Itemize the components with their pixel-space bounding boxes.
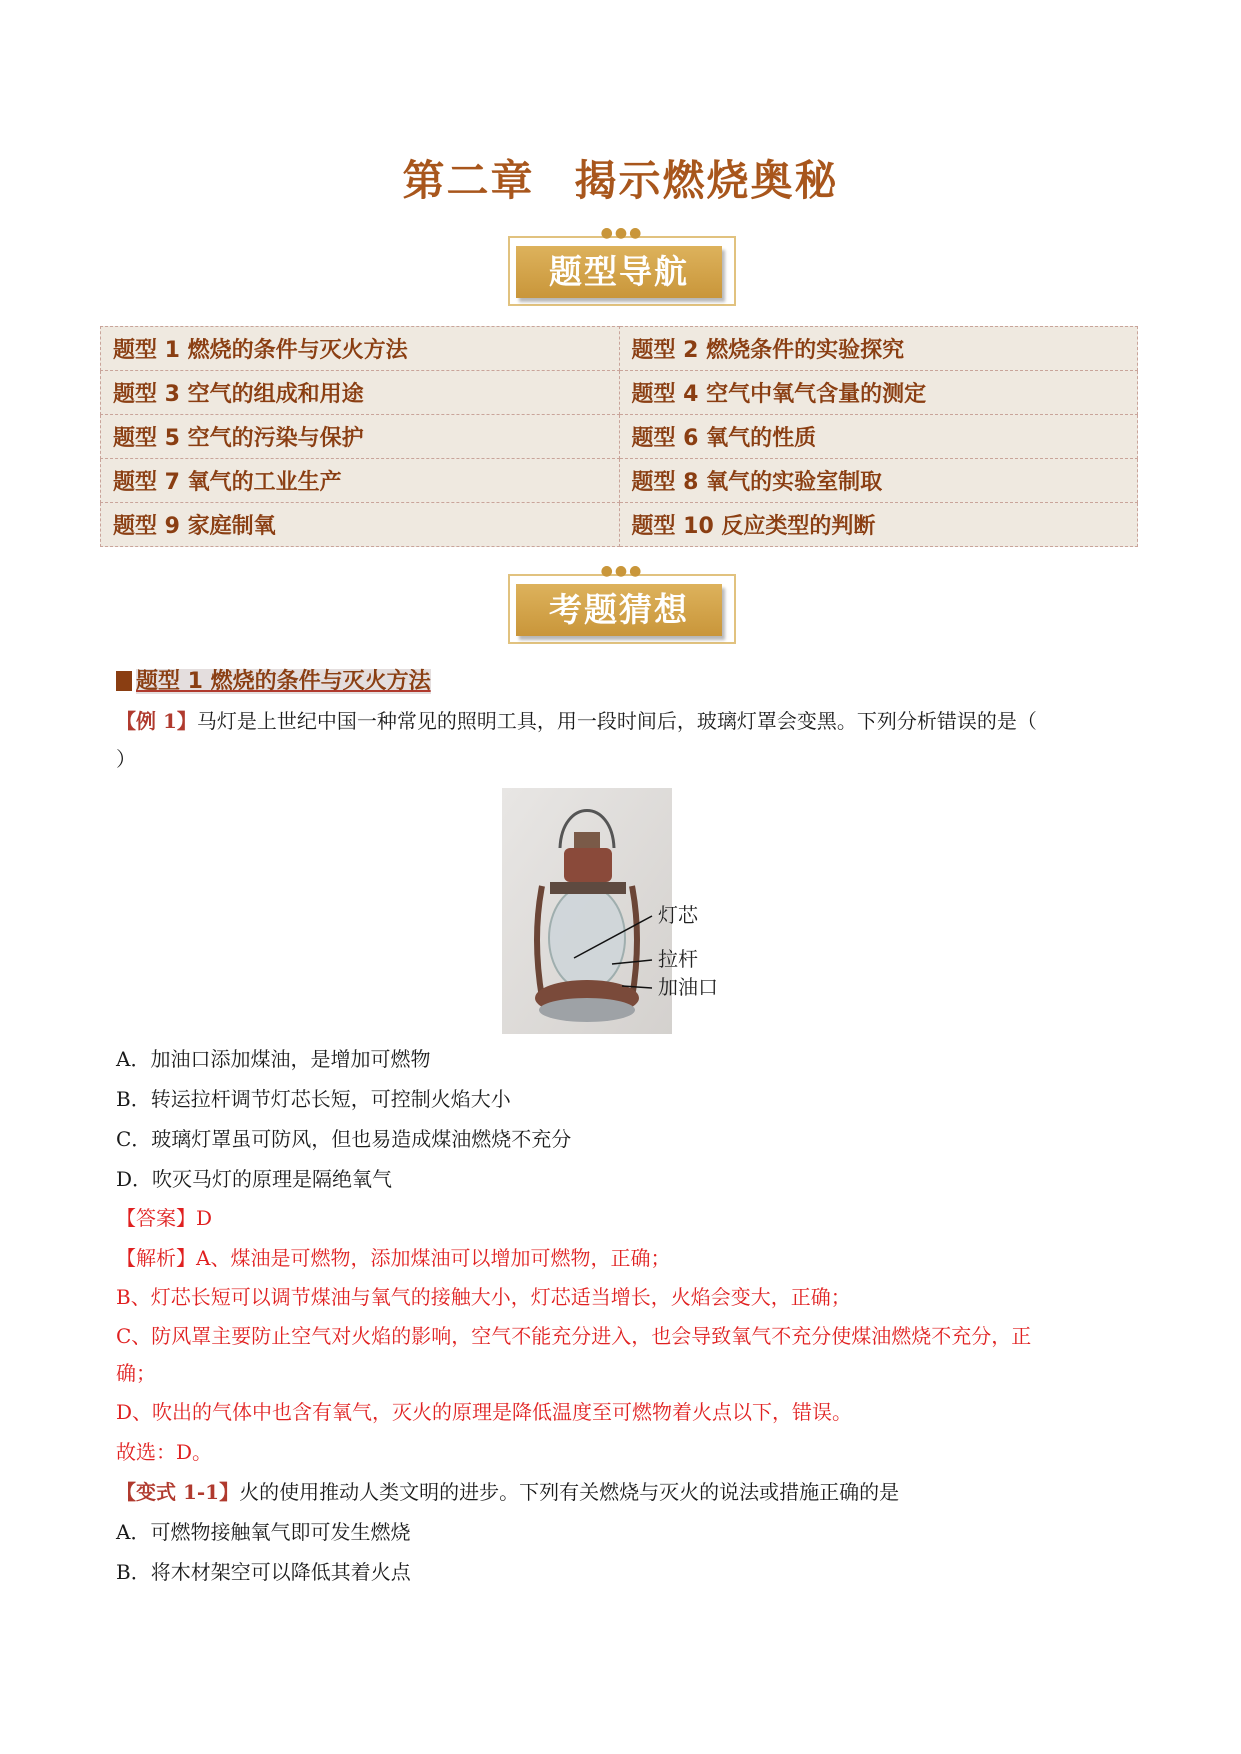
label-lever: 拉杆 [658,947,698,971]
label-fill-port: 加油口 [658,975,718,999]
example-question-text: 马灯是上世纪中国一种常见的照明工具，用一段时间后，玻璃灯罩会变黑。下列分析错误的是（ [196,709,1037,733]
nav-badge-label: 题型导航 [516,246,722,298]
nav-item[interactable]: 题型 7 氧气的工业生产 [101,459,620,503]
topic-nav-table [100,326,1138,547]
dots-icon: ●●● [600,563,644,579]
guess-badge [508,563,740,646]
nav-item[interactable]: 题型 1 燃烧的条件与灭火方法 [101,327,620,371]
square-bullet-icon [116,671,132,691]
nav-item[interactable]: 题型 3 空气的组成和用途 [101,371,620,415]
answer-tag: 【答案】 [116,1206,196,1230]
nav-item[interactable]: 题型 10 反应类型的判断 [619,503,1138,547]
guess-badge-label: 考题猜想 [516,584,722,636]
label-wick: 灯芯 [658,903,698,927]
nav-item[interactable]: 题型 4 空气中氧气含量的测定 [619,371,1138,415]
analysis-tag: 【解析】 [116,1246,196,1270]
nav-item[interactable]: 题型 6 氧气的性质 [619,415,1138,459]
chapter-name: 揭示燃烧奥秘 [574,156,839,205]
analysis-line: D、吹出的气体中也含有氧气，灭火的原理是降低温度至可燃物着火点以下，错误。 [116,1400,853,1424]
section-heading [116,664,431,695]
conclusion: 故选：D。 [116,1440,213,1464]
analysis-text: A、煤油是可燃物，添加煤油可以增加可燃物，正确； [196,1246,671,1270]
variant-question-text: 火的使用推动人类文明的进步。下列有关燃烧与灭火的说法或措施正确的是 [239,1480,900,1504]
section-heading-text: 题型 1 燃烧的条件与灭火方法 [136,669,431,694]
nav-item[interactable]: 题型 9 家庭制氧 [101,503,620,547]
variant-option-a: A．可燃物接触氧气即可发生燃烧 [116,1520,411,1544]
analysis-line [116,1243,670,1273]
example-tag: 【例 1】 [116,709,197,733]
variant-option-b: B．将木材架空可以降低其着火点 [116,1560,411,1584]
dots-icon: ●●● [600,225,644,241]
lantern-figure [502,788,747,1034]
option-b: B．转运拉杆调节灯芯长短，可控制火焰大小 [116,1087,511,1111]
example-question-cont: ） [116,747,136,771]
example-question [116,706,1037,736]
chapter-number: 第二章 [402,156,535,205]
option-d: D．吹灭马灯的原理是隔绝氧气 [116,1167,393,1191]
option-a: A．加油口添加煤油，是增加可燃物 [116,1047,431,1071]
variant-question [116,1477,899,1507]
nav-badge [508,225,740,308]
analysis-line: C、防风罩主要防止空气对火焰的影响，空气不能充分进入，也会导致氧气不充分使煤油燃烧不充分，正 [116,1324,1032,1348]
answer [116,1203,212,1233]
option-c: C．玻璃灯罩虽可防风，但也易造成煤油燃烧不充分 [116,1127,572,1151]
nav-item[interactable]: 题型 5 空气的污染与保护 [101,415,620,459]
nav-item[interactable]: 题型 8 氧气的实验室制取 [619,459,1138,503]
analysis-line: B、灯芯长短可以调节煤油与氧气的接触大小，灯芯适当增长，火焰会变大，正确； [116,1285,851,1309]
page-title [0,148,1241,208]
answer-value: D [196,1206,213,1230]
analysis-line: 确； [116,1361,156,1385]
nav-item[interactable]: 题型 2 燃烧条件的实验探究 [619,327,1138,371]
variant-tag: 【变式 1-1】 [116,1480,240,1504]
